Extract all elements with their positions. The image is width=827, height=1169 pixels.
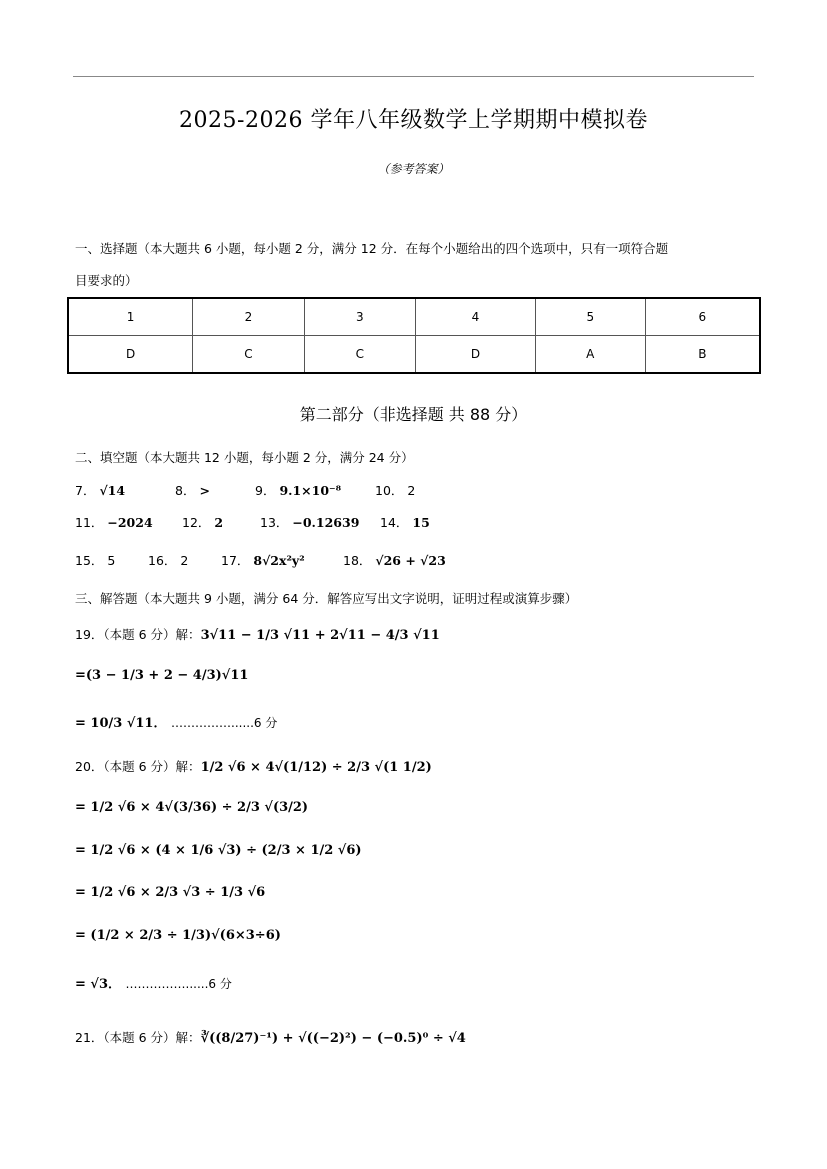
q19-label: 19．（本题 6 分）解： bbox=[75, 627, 201, 642]
section1-heading-line1: 一、选择题（本大题共 6 小题，每小题 2 分，满分 12 分．在每个小题给出的四个选项中，只有一项符合题 bbox=[75, 241, 669, 256]
fill-item-7: 7． √14 bbox=[75, 483, 126, 498]
q20-score: ……………......6 分 bbox=[125, 977, 232, 991]
section2-heading: 二、填空题（本大题共 12 小题，每小题 2 分，满分 24 分） bbox=[75, 450, 414, 465]
table-cell: 1 bbox=[68, 298, 193, 336]
table-cell: 4 bbox=[416, 298, 536, 336]
answer-table-number-row bbox=[68, 298, 760, 336]
q19-step2: = 10/3 √11． bbox=[75, 716, 167, 731]
section1-heading-line2: 目要求的） bbox=[75, 273, 138, 288]
fill-item-16: 16． 2 bbox=[148, 553, 189, 568]
q20-step5-line bbox=[75, 973, 232, 992]
fill-item-11: 11． −2024 bbox=[75, 515, 153, 530]
q20-label: 20．（本题 6 分）解： bbox=[75, 759, 201, 774]
q20-step4: = (1/2 × 2/3 ÷ 1/3)√(6×3÷6) bbox=[75, 928, 281, 943]
fill-item-18: 18． √26 + √23 bbox=[343, 553, 446, 568]
fill-item-10: 10． 2 bbox=[375, 483, 416, 498]
table-cell: 2 bbox=[193, 298, 304, 336]
fill-item-9: 9． 9.1×10⁻⁸ bbox=[255, 483, 342, 498]
q20-expression: 1/2 √6 × 4√(1/12) ÷ 2/3 √(1 1/2) bbox=[200, 760, 432, 775]
fill-item-13: 13． −0.12639 bbox=[260, 515, 360, 530]
q20-line bbox=[75, 757, 432, 775]
q20-step5: = √3． bbox=[75, 977, 122, 992]
table-cell: 6 bbox=[645, 298, 760, 336]
q21-label: 21．（本题 6 分）解： bbox=[75, 1030, 201, 1045]
page-subtitle: （参考答案） bbox=[377, 162, 450, 176]
q21-line bbox=[75, 1028, 466, 1046]
table-cell: B bbox=[645, 336, 760, 374]
part2-title: 第二部分（非选择题 共 88 分） bbox=[299, 405, 528, 424]
table-cell: 5 bbox=[535, 298, 645, 336]
header-rule bbox=[73, 76, 754, 77]
answer-table-answer-row bbox=[68, 336, 760, 374]
q20-step1: = 1/2 √6 × 4√(3/36) ÷ 2/3 √(3/2) bbox=[75, 800, 309, 815]
q21-expression: ∛((8/27)⁻¹) + √((−2)²) − (−0.5)⁰ ÷ √4 bbox=[200, 1031, 466, 1046]
q19-step2-line bbox=[75, 712, 277, 731]
q19-line bbox=[75, 625, 440, 643]
q19-score: ……………......6 分 bbox=[171, 716, 278, 730]
table-cell: C bbox=[304, 336, 415, 374]
table-cell: C bbox=[193, 336, 304, 374]
answer-table bbox=[67, 297, 761, 374]
table-cell: D bbox=[416, 336, 536, 374]
table-cell: D bbox=[68, 336, 193, 374]
q19-step1: =(3 − 1/3 + 2 − 4/3)√11 bbox=[75, 668, 249, 683]
fill-item-14: 14． 15 bbox=[380, 515, 430, 530]
table-cell: 3 bbox=[304, 298, 415, 336]
q20-step3: = 1/2 √6 × 2/3 √3 ÷ 1/3 √6 bbox=[75, 885, 266, 900]
q19-expression: 3√11 − 1/3 √11 + 2√11 − 4/3 √11 bbox=[200, 628, 440, 643]
fill-item-15: 15． 5 bbox=[75, 553, 116, 568]
q20-step2: = 1/2 √6 × (4 × 1/6 √3) ÷ (2/3 × 1/2 √6) bbox=[75, 843, 362, 858]
fill-item-17: 17． 8√2x²y² bbox=[221, 553, 305, 568]
page-title: 2025-2026 学年八年级数学上学期期中模拟卷 bbox=[179, 108, 648, 133]
section3-heading: 三、解答题（本大题共 9 小题，满分 64 分．解答应写出文字说明，证明过程或演算步骤） bbox=[75, 591, 578, 606]
fill-item-12: 12． 2 bbox=[182, 515, 224, 530]
fill-item-8: 8． > bbox=[175, 483, 210, 498]
table-cell: A bbox=[535, 336, 645, 374]
